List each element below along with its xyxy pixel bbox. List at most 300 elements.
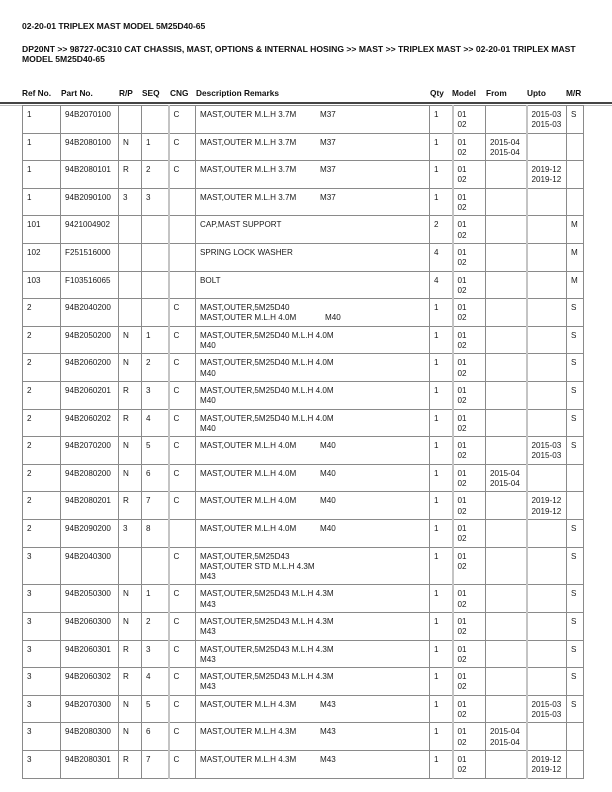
description-line	[200, 496, 426, 506]
cell-part-no: 9421004902	[61, 216, 119, 244]
upto-date: 2019-12	[531, 175, 562, 185]
cell-rp	[119, 243, 142, 271]
cell-qty: 1	[430, 519, 453, 547]
cell-model	[453, 612, 486, 640]
cell-seq	[142, 299, 169, 327]
cell-rp: N	[119, 612, 142, 640]
cell-part-no: 94B2060301	[61, 640, 119, 668]
cell-ref-no: 2	[23, 492, 61, 520]
model-code: M40	[320, 496, 336, 506]
cell-model	[453, 326, 486, 354]
cell-model	[453, 243, 486, 271]
cell-qty: 1	[430, 106, 453, 134]
cell-description	[196, 492, 430, 520]
description-text: MAST,OUTER M.L.H 3.7M	[200, 165, 297, 175]
cell-mr: S	[567, 519, 584, 547]
cell-rp: N	[119, 723, 142, 751]
table-row	[23, 695, 584, 723]
cell-description	[196, 161, 430, 189]
cell-rp	[119, 271, 142, 299]
model-line: 01	[457, 672, 467, 682]
model-line: 02	[457, 396, 467, 406]
cell-part-no: 94B2060200	[61, 354, 119, 382]
cell-from	[486, 640, 527, 668]
cell-upto	[527, 216, 567, 244]
cell-part-no: 94B2080200	[61, 464, 119, 492]
cell-upto	[527, 326, 567, 354]
cell-cng	[169, 216, 196, 244]
cell-qty: 1	[430, 640, 453, 668]
upto-date: 2015-03	[531, 451, 562, 461]
cell-rp	[119, 547, 142, 585]
cell-from	[486, 106, 527, 134]
table-row	[23, 106, 584, 134]
table-row	[23, 243, 584, 271]
cell-qty: 4	[430, 271, 453, 299]
cell-upto	[527, 750, 567, 778]
cell-rp: R	[119, 161, 142, 189]
cell-mr: M	[567, 243, 584, 271]
cell-from	[486, 547, 527, 585]
cell-ref-no: 3	[23, 612, 61, 640]
cell-model	[453, 381, 486, 409]
cell-qty: 1	[430, 409, 453, 437]
cell-cng	[169, 243, 196, 271]
description-line: MAST,OUTER,5M25D40 M.L.H 4.0M	[200, 330, 334, 340]
cell-model	[453, 723, 486, 751]
upto-date: 2019-12	[531, 165, 562, 175]
cell-part-no: 94B2090100	[61, 188, 119, 216]
cell-from	[486, 695, 527, 723]
cell-cng: C	[169, 106, 196, 134]
cell-mr	[567, 750, 584, 778]
cell-qty: 1	[430, 299, 453, 327]
cell-part-no: 94B2080301	[61, 750, 119, 778]
table-row	[23, 326, 584, 354]
cell-qty: 1	[430, 668, 453, 696]
description-text: MAST,OUTER M.L.H 3.7M	[200, 137, 297, 147]
model-code: M40	[320, 441, 336, 451]
cell-rp: R	[119, 381, 142, 409]
cell-rp: N	[119, 437, 142, 465]
cell-description	[196, 723, 430, 751]
description-line: MAST,OUTER STD M.L.H 4.3M	[200, 561, 315, 571]
model-line: 01	[457, 468, 467, 478]
description-line: MAST,OUTER,5M25D43 M.L.H 4.3M	[200, 616, 334, 626]
header-mr: M/R	[566, 88, 582, 98]
cell-qty: 1	[430, 326, 453, 354]
description-line: CAP,MAST SUPPORT	[200, 220, 282, 230]
from-date: 2015-04	[490, 727, 520, 737]
cell-part-no: 94B2070200	[61, 437, 119, 465]
cell-rp: 3	[119, 188, 142, 216]
description-text: MAST,OUTER M.L.H 4.3M	[200, 699, 297, 709]
cell-cng: C	[169, 585, 196, 613]
cell-qty: 1	[430, 354, 453, 382]
cell-from	[486, 437, 527, 465]
from-date: 2015-04	[490, 137, 520, 147]
table-row	[23, 668, 584, 696]
model-line: 01	[457, 110, 467, 119]
cell-cng: C	[169, 326, 196, 354]
cell-description	[196, 381, 430, 409]
cell-upto	[527, 133, 567, 161]
model-line: 02	[457, 341, 467, 351]
model-line: 01	[457, 551, 467, 561]
from-date: 2015-04	[490, 468, 520, 478]
cell-mr: S	[567, 612, 584, 640]
cell-description	[196, 612, 430, 640]
cell-description	[196, 243, 430, 271]
cell-qty: 1	[430, 381, 453, 409]
cell-mr: S	[567, 437, 584, 465]
cell-ref-no: 3	[23, 668, 61, 696]
cell-seq	[142, 216, 169, 244]
cell-model	[453, 106, 486, 134]
model-line: 02	[457, 599, 467, 609]
model-line: 02	[457, 258, 467, 268]
cell-part-no: 94B2070300	[61, 695, 119, 723]
table-row	[23, 640, 584, 668]
table-row	[23, 585, 584, 613]
cell-upto	[527, 271, 567, 299]
cell-upto	[527, 547, 567, 585]
cell-rp	[119, 299, 142, 327]
cell-part-no: 94B2060300	[61, 612, 119, 640]
cell-seq: 4	[142, 409, 169, 437]
cell-mr	[567, 492, 584, 520]
description-line: BOLT	[200, 275, 221, 285]
from-date: 2015-04	[490, 147, 520, 157]
model-line: 02	[457, 175, 467, 185]
table-row	[23, 381, 584, 409]
description-line: MAST,OUTER,5M25D43 M.L.H 4.3M	[200, 672, 334, 682]
cell-rp: R	[119, 668, 142, 696]
description-text: MAST,OUTER M.L.H 3.7M	[200, 110, 297, 119]
cell-cng: C	[169, 161, 196, 189]
model-line: 01	[457, 754, 467, 764]
description-line: M43	[200, 682, 216, 692]
model-line: 01	[457, 275, 467, 285]
cell-cng: C	[169, 668, 196, 696]
cell-model	[453, 464, 486, 492]
model-code: M37	[320, 110, 336, 119]
cell-seq: 8	[142, 519, 169, 547]
cell-seq: 4	[142, 668, 169, 696]
cell-part-no: 94B2040200	[61, 299, 119, 327]
cell-description	[196, 133, 430, 161]
description-line	[200, 441, 426, 451]
cell-rp: 3	[119, 519, 142, 547]
table-row	[23, 547, 584, 585]
cell-part-no: 94B2070100	[61, 106, 119, 134]
cell-upto	[527, 354, 567, 382]
cell-description	[196, 640, 430, 668]
cell-description	[196, 106, 430, 134]
upto-date: 2015-03	[531, 120, 562, 130]
table-row	[23, 354, 584, 382]
cell-ref-no: 3	[23, 723, 61, 751]
model-line: 01	[457, 523, 467, 533]
cell-model	[453, 161, 486, 189]
cell-mr: S	[567, 381, 584, 409]
header-cng: CNG	[170, 88, 189, 98]
description-line	[200, 313, 426, 323]
cell-seq: 3	[142, 188, 169, 216]
model-line: 01	[457, 303, 467, 313]
model-line: 01	[457, 644, 467, 654]
cell-model	[453, 585, 486, 613]
cell-model	[453, 519, 486, 547]
cell-ref-no: 103	[23, 271, 61, 299]
description-line	[200, 165, 426, 175]
cell-mr	[567, 464, 584, 492]
cell-ref-no: 1	[23, 106, 61, 134]
cell-model	[453, 492, 486, 520]
description-line	[200, 524, 426, 534]
cell-cng: C	[169, 750, 196, 778]
cell-part-no: 94B2090200	[61, 519, 119, 547]
cell-mr	[567, 161, 584, 189]
cell-seq: 2	[142, 161, 169, 189]
cell-ref-no: 3	[23, 640, 61, 668]
cell-rp: N	[119, 464, 142, 492]
cell-qty: 1	[430, 492, 453, 520]
cell-rp	[119, 216, 142, 244]
cell-part-no: 94B2050200	[61, 326, 119, 354]
cell-model	[453, 640, 486, 668]
cell-from	[486, 133, 527, 161]
cell-part-no: 94B2040300	[61, 547, 119, 585]
cell-mr	[567, 723, 584, 751]
from-date: 2015-04	[490, 479, 520, 489]
cell-from	[486, 216, 527, 244]
cell-ref-no: 2	[23, 326, 61, 354]
cell-from	[486, 161, 527, 189]
model-line: 01	[457, 330, 467, 340]
upto-date: 2019-12	[531, 496, 562, 506]
page-title: 02-20-01 TRIPLEX MAST MODEL 5M25D40-65	[22, 21, 206, 31]
cell-ref-no: 2	[23, 437, 61, 465]
model-line: 02	[457, 627, 467, 637]
header-upto: Upto	[527, 88, 546, 98]
model-code: M43	[320, 754, 336, 764]
cell-from	[486, 299, 527, 327]
description-line: MAST,OUTER,5M25D40 M.L.H 4.0M	[200, 385, 334, 395]
model-line: 02	[457, 368, 467, 378]
cell-part-no: 94B2080300	[61, 723, 119, 751]
cell-description	[196, 354, 430, 382]
cell-cng	[169, 519, 196, 547]
model-line: 02	[457, 203, 467, 213]
description-line	[200, 193, 426, 203]
cell-ref-no: 2	[23, 519, 61, 547]
cell-model	[453, 216, 486, 244]
model-code: M37	[320, 165, 336, 175]
cell-rp: N	[119, 585, 142, 613]
cell-mr: S	[567, 668, 584, 696]
cell-upto	[527, 519, 567, 547]
header-ref-no: Ref No.	[22, 88, 52, 98]
cell-cng: C	[169, 133, 196, 161]
cell-qty: 1	[430, 547, 453, 585]
cell-mr: S	[567, 640, 584, 668]
cell-from	[486, 612, 527, 640]
cell-description	[196, 695, 430, 723]
cell-mr: M	[567, 216, 584, 244]
cell-ref-no: 2	[23, 299, 61, 327]
cell-ref-no: 2	[23, 381, 61, 409]
cell-seq: 6	[142, 464, 169, 492]
cell-seq: 3	[142, 640, 169, 668]
cell-from	[486, 585, 527, 613]
cell-ref-no: 3	[23, 547, 61, 585]
model-line: 01	[457, 496, 467, 506]
header-part-no: Part No.	[61, 88, 93, 98]
cell-from	[486, 354, 527, 382]
model-line: 01	[457, 165, 467, 175]
cell-description	[196, 547, 430, 585]
cell-upto	[527, 106, 567, 134]
cell-upto	[527, 612, 567, 640]
cell-rp: N	[119, 326, 142, 354]
cell-part-no: F251516000	[61, 243, 119, 271]
model-line: 01	[457, 358, 467, 368]
cell-description	[196, 464, 430, 492]
table-row	[23, 409, 584, 437]
table-row	[23, 133, 584, 161]
model-code: M40	[320, 468, 336, 478]
description-text: MAST,OUTER M.L.H 4.3M	[200, 727, 297, 737]
cell-from	[486, 464, 527, 492]
cell-upto	[527, 188, 567, 216]
description-text: MAST,OUTER M.L.H 3.7M	[200, 192, 297, 202]
model-code: M43	[320, 727, 336, 737]
cell-upto	[527, 695, 567, 723]
cell-from	[486, 750, 527, 778]
model-code: M37	[320, 192, 336, 202]
cell-seq	[142, 243, 169, 271]
cell-cng: C	[169, 299, 196, 327]
cell-upto	[527, 464, 567, 492]
table-row	[23, 437, 584, 465]
cell-mr	[567, 133, 584, 161]
model-line: 02	[457, 479, 467, 489]
model-line: 02	[457, 710, 467, 720]
description-line	[200, 727, 426, 737]
description-line: M40	[200, 341, 216, 351]
description-text: MAST,OUTER M.L.H 4.0M	[200, 468, 297, 478]
description-line: M40	[200, 368, 216, 378]
cell-cng: C	[169, 723, 196, 751]
header-model: Model	[452, 88, 476, 98]
breadcrumb: DP20NT >> 98727-0C310 CAT CHASSIS, MAST, OPTIONS & INTERNAL HOSING >> MAST >> TRIPLEX MAST >> 02-20-01 TRIPLEX MAST MODEL 5M25D40-65	[22, 44, 576, 65]
cell-description	[196, 326, 430, 354]
upto-date: 2019-12	[531, 506, 562, 516]
cell-qty: 1	[430, 464, 453, 492]
description-line: M40	[200, 423, 216, 433]
cell-ref-no: 2	[23, 409, 61, 437]
cell-rp: N	[119, 695, 142, 723]
cell-ref-no: 1	[23, 133, 61, 161]
cell-mr: S	[567, 354, 584, 382]
cell-upto	[527, 585, 567, 613]
description-line: MAST,OUTER,5M25D40 M.L.H 4.0M	[200, 358, 334, 368]
cell-cng: C	[169, 612, 196, 640]
cell-model	[453, 409, 486, 437]
cell-qty: 1	[430, 161, 453, 189]
cell-description	[196, 299, 430, 327]
table-row	[23, 188, 584, 216]
cell-rp: N	[119, 354, 142, 382]
model-line: 01	[457, 699, 467, 709]
model-code: M40	[320, 523, 336, 533]
model-line: 01	[457, 616, 467, 626]
cell-cng	[169, 271, 196, 299]
cell-seq: 2	[142, 354, 169, 382]
cell-model	[453, 354, 486, 382]
cell-seq	[142, 271, 169, 299]
table-row	[23, 750, 584, 778]
table-row	[23, 723, 584, 751]
description-text: MAST,OUTER M.L.H 4.0M	[200, 313, 297, 323]
cell-description	[196, 668, 430, 696]
cell-from	[486, 409, 527, 437]
description-line	[200, 469, 426, 479]
cell-seq: 3	[142, 381, 169, 409]
description-line	[200, 755, 426, 765]
parts-table	[22, 105, 584, 779]
header-seq: SEQ	[142, 88, 160, 98]
cell-qty: 2	[430, 216, 453, 244]
model-line: 01	[457, 441, 467, 451]
cell-mr: M	[567, 271, 584, 299]
cell-part-no: 94B2080101	[61, 161, 119, 189]
cell-model	[453, 133, 486, 161]
cell-part-no: 94B2080201	[61, 492, 119, 520]
model-line: 01	[457, 220, 467, 230]
cell-description	[196, 437, 430, 465]
cell-seq: 2	[142, 612, 169, 640]
cell-model	[453, 188, 486, 216]
model-code: M40	[325, 313, 341, 323]
description-text: MAST,OUTER M.L.H 4.0M	[200, 441, 297, 451]
cell-qty: 1	[430, 585, 453, 613]
cell-from	[486, 519, 527, 547]
cell-ref-no: 3	[23, 585, 61, 613]
description-line: MAST,OUTER,5M25D43	[200, 551, 290, 561]
model-line: 01	[457, 385, 467, 395]
cell-upto	[527, 723, 567, 751]
description-line: M40	[200, 396, 216, 406]
model-line: 02	[457, 682, 467, 692]
header-description: Description Remarks	[196, 88, 280, 98]
cell-qty: 1	[430, 437, 453, 465]
cell-rp: R	[119, 492, 142, 520]
cell-cng: C	[169, 464, 196, 492]
table-row	[23, 299, 584, 327]
cell-rp	[119, 106, 142, 134]
table-row	[23, 492, 584, 520]
cell-mr: S	[567, 409, 584, 437]
cell-seq: 1	[142, 133, 169, 161]
model-line: 01	[457, 727, 467, 737]
model-line: 01	[457, 192, 467, 202]
cell-part-no: F103516065	[61, 271, 119, 299]
model-line: 02	[457, 506, 467, 516]
model-line: 01	[457, 247, 467, 257]
cell-description	[196, 271, 430, 299]
